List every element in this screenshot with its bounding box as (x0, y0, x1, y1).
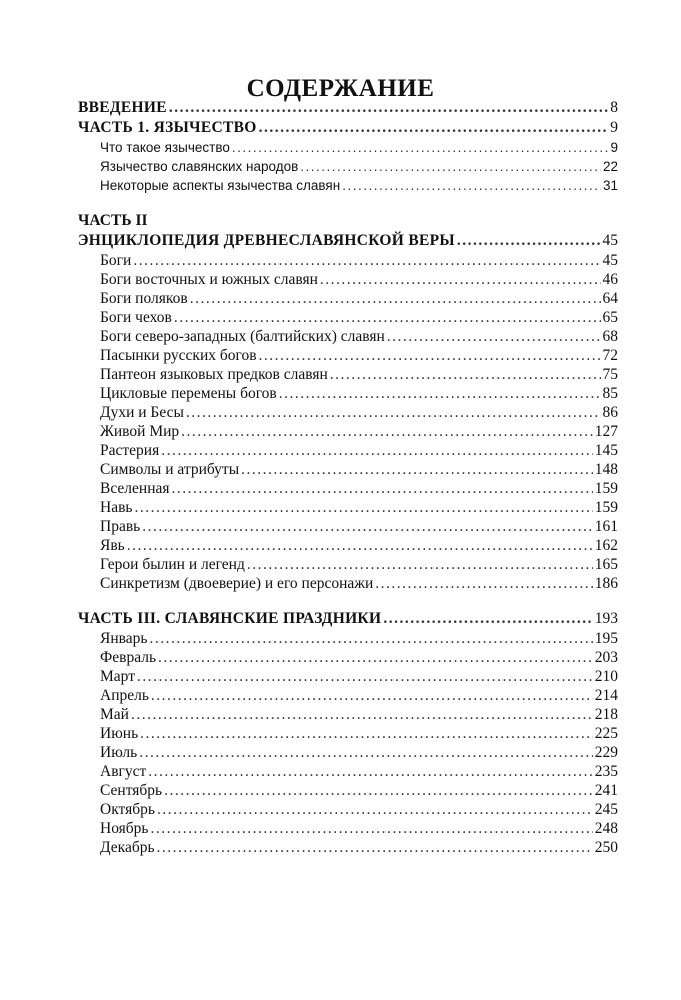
dot-leader (375, 574, 592, 593)
toc-entry-title: Апрель (100, 687, 149, 704)
toc-entry-page: 225 (594, 725, 618, 742)
dot-leader (134, 498, 592, 517)
section-part-2 (78, 211, 618, 593)
toc-entry-title: Что такое язычество (100, 140, 230, 155)
toc-entry-title: Духи и Бесы (100, 404, 184, 421)
toc-entry-page: 165 (594, 556, 618, 573)
dot-leader (241, 460, 593, 479)
toc-entry-title: ЧАСТЬ 1. ЯЗЫЧЕСТВО (78, 119, 257, 136)
toc-entry-title: Цикловые перемены богов (100, 385, 277, 402)
dot-leader (190, 289, 601, 308)
toc-entry-page: 241 (594, 782, 618, 799)
dot-leader (457, 231, 601, 251)
dot-leader (300, 157, 601, 176)
toc-entry-title: Май (100, 706, 129, 723)
toc-entry-title: Пасынки русских богов (100, 347, 257, 364)
toc-entry-page: 195 (594, 630, 618, 647)
toc-entry-page: 162 (594, 537, 618, 554)
part-2-label: ЧАСТЬ II (78, 212, 148, 229)
toc-entry-page: 9 (610, 140, 618, 155)
dot-leader (158, 648, 593, 667)
dot-leader (131, 705, 593, 724)
toc-entry[interactable] (78, 838, 618, 857)
dot-leader (151, 686, 593, 705)
toc-entry-page: 72 (602, 347, 618, 364)
toc-entry-title: Март (100, 668, 135, 685)
toc-entry-part-2[interactable] (78, 231, 618, 251)
toc-entry[interactable] (78, 251, 618, 270)
toc-entry-page: 159 (594, 480, 618, 497)
toc-entry-page: 210 (594, 668, 618, 685)
toc-entry[interactable] (78, 157, 618, 176)
toc-entry-title: Июль (100, 744, 138, 761)
toc-entry-title: Боги (100, 252, 132, 269)
toc-entry-title: Некоторые аспекты язычества славян (100, 178, 341, 193)
dot-leader (320, 270, 601, 289)
toc-entry[interactable] (78, 536, 618, 555)
toc-entry[interactable] (78, 441, 618, 460)
toc-entry-title: Октябрь (100, 801, 155, 818)
toc-entry-page: 145 (594, 442, 618, 459)
toc-entry-title: Август (100, 763, 147, 780)
dot-leader (139, 743, 593, 762)
toc-entry-title: Боги восточных и южных славян (100, 271, 318, 288)
toc-entry-page: 68 (602, 328, 618, 345)
toc-entry[interactable] (78, 517, 618, 536)
toc-entry[interactable] (78, 422, 618, 441)
toc-entry-page: 85 (602, 385, 618, 402)
dot-leader (150, 819, 592, 838)
dot-leader (133, 251, 600, 270)
dot-leader (181, 422, 593, 441)
toc-entry-page: 148 (594, 461, 618, 478)
toc-entry-title: ЭНЦИКЛОПЕДИЯ ДРЕВНЕСЛАВЯНСКОЙ ВЕРЫ (78, 232, 455, 249)
toc-entry-title: Январь (100, 630, 148, 647)
dot-leader (259, 118, 609, 138)
toc-entry[interactable] (78, 667, 618, 686)
toc-entry-title: Правь (100, 518, 141, 535)
toc-entry[interactable] (78, 346, 618, 365)
toc-entry[interactable] (78, 574, 618, 593)
toc-entry[interactable] (78, 800, 618, 819)
toc-entry[interactable] (78, 384, 618, 403)
toc-entry-title: Герои былин и легенд (100, 556, 245, 573)
toc-entry[interactable] (78, 498, 618, 517)
dot-leader (387, 327, 601, 346)
toc-entry-part-3[interactable] (78, 609, 618, 629)
toc-entry-page: 86 (602, 404, 618, 421)
dot-leader (142, 517, 593, 536)
toc-entry[interactable] (78, 460, 618, 479)
toc-entry-intro[interactable] (78, 98, 618, 118)
toc-entry[interactable] (78, 138, 618, 157)
toc-entry-title: Явь (100, 537, 125, 554)
toc-entry-title: Февраль (100, 649, 157, 666)
dot-leader (279, 384, 601, 403)
dot-leader (157, 838, 593, 857)
toc-entry-title: Язычество славянских народов (100, 159, 299, 174)
dot-leader (137, 667, 593, 686)
toc-entry-page: 248 (594, 820, 618, 837)
toc-entry-page: 65 (602, 309, 618, 326)
toc-entry[interactable] (78, 648, 618, 667)
toc-entry-title: Ноябрь (100, 820, 149, 837)
toc-entry-page: 64 (602, 290, 618, 307)
toc-entry-page: 186 (594, 575, 618, 592)
toc-entry-title: Боги северо-западных (балтийских) славян (100, 328, 385, 345)
toc-entry-page: 235 (594, 763, 618, 780)
toc-entry-title: Вселенная (100, 480, 170, 497)
toc-entry-title: ЧАСТЬ III. СЛАВЯНСКИЕ ПРАЗДНИКИ (78, 610, 382, 627)
toc-entry-page: 159 (594, 499, 618, 516)
toc-entry-page: 127 (594, 423, 618, 440)
dot-leader (161, 441, 593, 460)
toc-entry-page: 22 (602, 159, 618, 174)
toc-entry-page: 214 (594, 687, 618, 704)
page-title: СОДЕРЖАНИЕ (246, 74, 435, 102)
toc-entry-title: Сентябрь (100, 782, 163, 799)
toc-entry-title: Синкретизм (двоеверие) и его персонажи (100, 575, 374, 592)
toc-entry-title: Навь (100, 499, 133, 516)
toc-entry-page: 218 (594, 706, 618, 723)
dot-leader (259, 346, 601, 365)
toc-entry[interactable] (78, 289, 618, 308)
toc-entry-title: Боги поляков (100, 290, 188, 307)
dot-leader (247, 555, 593, 574)
section-part-1 (78, 98, 618, 195)
toc-entry[interactable] (78, 176, 618, 195)
toc-entry-page: 8 (610, 99, 618, 116)
dot-leader (330, 365, 601, 384)
dot-leader (232, 138, 609, 157)
toc-entry-page: 9 (610, 119, 618, 136)
toc-entry[interactable] (78, 686, 618, 705)
dot-leader (148, 762, 592, 781)
toc-entry[interactable] (78, 327, 618, 346)
toc-entry[interactable] (78, 629, 618, 648)
toc-entry[interactable] (78, 365, 618, 384)
toc-entry-page: 31 (602, 178, 618, 193)
toc-entry-page: 245 (594, 801, 618, 818)
dot-leader (342, 176, 601, 195)
dot-leader (157, 800, 593, 819)
dot-leader (169, 98, 608, 118)
toc-entry-title: Растерия (100, 442, 160, 459)
toc-entry-title: ВВЕДЕНИЕ (78, 99, 167, 116)
toc-entry[interactable] (78, 479, 618, 498)
dot-leader (164, 781, 593, 800)
toc-entry[interactable] (78, 555, 618, 574)
dot-leader (186, 403, 601, 422)
toc-entry-page: 75 (602, 366, 618, 383)
toc-entry-page: 193 (594, 610, 618, 627)
toc-entry-page: 45 (602, 252, 618, 269)
toc-entry[interactable] (78, 270, 618, 289)
dot-leader (172, 479, 593, 498)
dot-leader (127, 536, 593, 555)
toc-entry[interactable] (78, 705, 618, 724)
toc-entry-part-1[interactable] (78, 118, 618, 138)
dot-leader (149, 629, 592, 648)
table-of-contents (78, 98, 618, 857)
toc-entry[interactable] (78, 403, 618, 422)
toc-entry[interactable] (78, 724, 618, 743)
toc-entry-title: Живой Мир (100, 423, 180, 440)
toc-entry-page: 46 (602, 271, 618, 288)
toc-entry[interactable] (78, 308, 618, 327)
toc-entry-page: 203 (594, 649, 618, 666)
toc-entry-title: Пантеон языковых предков славян (100, 366, 328, 383)
section-part-3 (78, 609, 618, 857)
dot-leader (174, 308, 601, 327)
dot-leader (140, 724, 593, 743)
toc-entry-page: 45 (602, 232, 618, 249)
toc-entry-title: Июнь (100, 725, 139, 742)
toc-entry-title: Декабрь (100, 839, 155, 856)
toc-entry-page: 161 (594, 518, 618, 535)
toc-entry[interactable] (78, 743, 618, 762)
toc-entry-page: 229 (594, 744, 618, 761)
toc-entry-title: Символы и атрибуты (100, 461, 240, 478)
toc-entry-page: 250 (594, 839, 618, 856)
toc-entry[interactable] (78, 819, 618, 838)
dot-leader (383, 609, 592, 629)
toc-entry[interactable] (78, 762, 618, 781)
toc-entry[interactable] (78, 781, 618, 800)
toc-entry-title: Боги чехов (100, 309, 172, 326)
